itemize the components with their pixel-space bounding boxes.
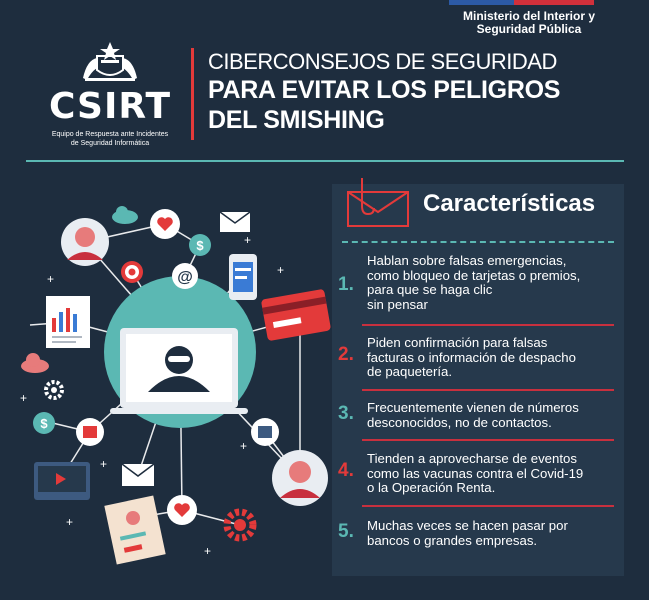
item-text — [367, 254, 625, 312]
gear-icon — [227, 512, 253, 538]
envelope-icon — [122, 464, 154, 486]
hacker-laptop-icon — [110, 328, 248, 414]
svg-text:+: + — [240, 439, 248, 453]
characteristics-heading: Características — [423, 190, 596, 217]
gear-icon — [46, 382, 62, 398]
svg-text:$: $ — [40, 416, 48, 431]
hook-envelope-icon — [344, 178, 414, 230]
item-line: para que se haga clic — [367, 282, 493, 297]
phone-icon — [251, 418, 279, 446]
at-icon — [172, 263, 198, 289]
csirt-logo — [40, 38, 180, 158]
ministry-label — [449, 10, 609, 36]
svg-text:+: + — [204, 544, 212, 558]
item-text — [367, 401, 625, 430]
item-line: Piden confirmación para falsas — [367, 335, 548, 350]
id-card-icon — [104, 495, 165, 564]
logo-subtitle-line-1: Equipo de Respuesta ante Incidentes — [51, 131, 169, 138]
item-number: 5. — [338, 521, 354, 542]
item-line: Tienden a aprovecharse de eventos — [367, 451, 577, 466]
envelope-icon — [220, 212, 250, 232]
ministry-line-2: Seguridad Pública — [476, 22, 582, 36]
item-line: Muchas veces se hacen pasar por — [367, 518, 568, 533]
credit-card-icon — [261, 289, 331, 341]
item-text — [367, 519, 625, 548]
phone-icon — [229, 254, 257, 300]
title-line-3: DEL SMISHING — [208, 106, 385, 134]
target-icon — [121, 261, 143, 283]
cloud-icon — [112, 206, 138, 224]
page-title — [208, 48, 560, 135]
item-line: de paquetería. — [367, 364, 453, 379]
item-line: facturas o información de despacho — [367, 349, 576, 365]
logo-subtitle — [40, 130, 180, 148]
dollar-icon — [189, 234, 211, 256]
item-line: desconocidos, no de contactos. — [367, 414, 552, 430]
title-line-2: PARA EVITAR LOS PELIGROS — [208, 76, 561, 104]
heading-dashed-rule — [342, 241, 614, 243]
dollar-icon — [33, 412, 55, 434]
svg-text:+: + — [47, 272, 55, 286]
item-line: como las vacunas contra el Covid-19 — [367, 465, 584, 481]
item-line: o la Operación Renta. — [367, 480, 496, 495]
heart-icon — [167, 495, 197, 525]
ministry-line-1: Ministerio del Interior y — [462, 9, 596, 23]
video-player-icon — [34, 462, 90, 500]
svg-text:+: + — [244, 233, 252, 247]
svg-text:@: @ — [177, 269, 193, 286]
item-line: como bloqueo de tarjetas o premios, — [367, 267, 581, 283]
item-number: 4. — [338, 460, 354, 481]
item-separator — [362, 389, 614, 391]
svg-text:+: + — [277, 263, 285, 277]
crest-icon — [75, 38, 145, 84]
title-line-1: CIBERCONSEJOS DE SEGURIDAD — [208, 49, 557, 74]
document-chart-icon — [46, 296, 90, 348]
id-card-icon — [76, 418, 104, 446]
item-separator — [362, 439, 614, 441]
header-rule — [26, 160, 624, 162]
user-avatar-icon — [272, 450, 328, 506]
svg-text:+: + — [20, 391, 28, 405]
item-text — [367, 452, 625, 496]
heart-icon — [150, 209, 180, 239]
user-avatar-icon — [61, 218, 109, 266]
item-number: 1. — [338, 274, 354, 295]
flag-bar — [449, 0, 594, 5]
item-text — [367, 336, 625, 380]
item-line: sin pensar — [367, 296, 428, 312]
svg-text:+: + — [66, 515, 74, 529]
logo-subtitle-line-2: de Seguridad Informática — [70, 140, 150, 147]
svg-text:$: $ — [196, 238, 204, 253]
network-illustration — [0, 170, 332, 600]
item-number: 3. — [338, 403, 354, 424]
svg-text:+: + — [100, 457, 108, 471]
item-number: 2. — [338, 344, 354, 365]
item-line: Frecuentemente vienen de números — [367, 400, 579, 415]
item-line: bancos o grandes empresas. — [367, 532, 538, 548]
title-divider — [191, 48, 194, 140]
item-separator — [362, 505, 614, 507]
item-line: Hablan sobre falsas emergencias, — [367, 253, 567, 268]
item-separator — [362, 324, 614, 326]
cloud-icon — [21, 353, 49, 373]
logo-acronym: CSIRT — [48, 86, 172, 127]
